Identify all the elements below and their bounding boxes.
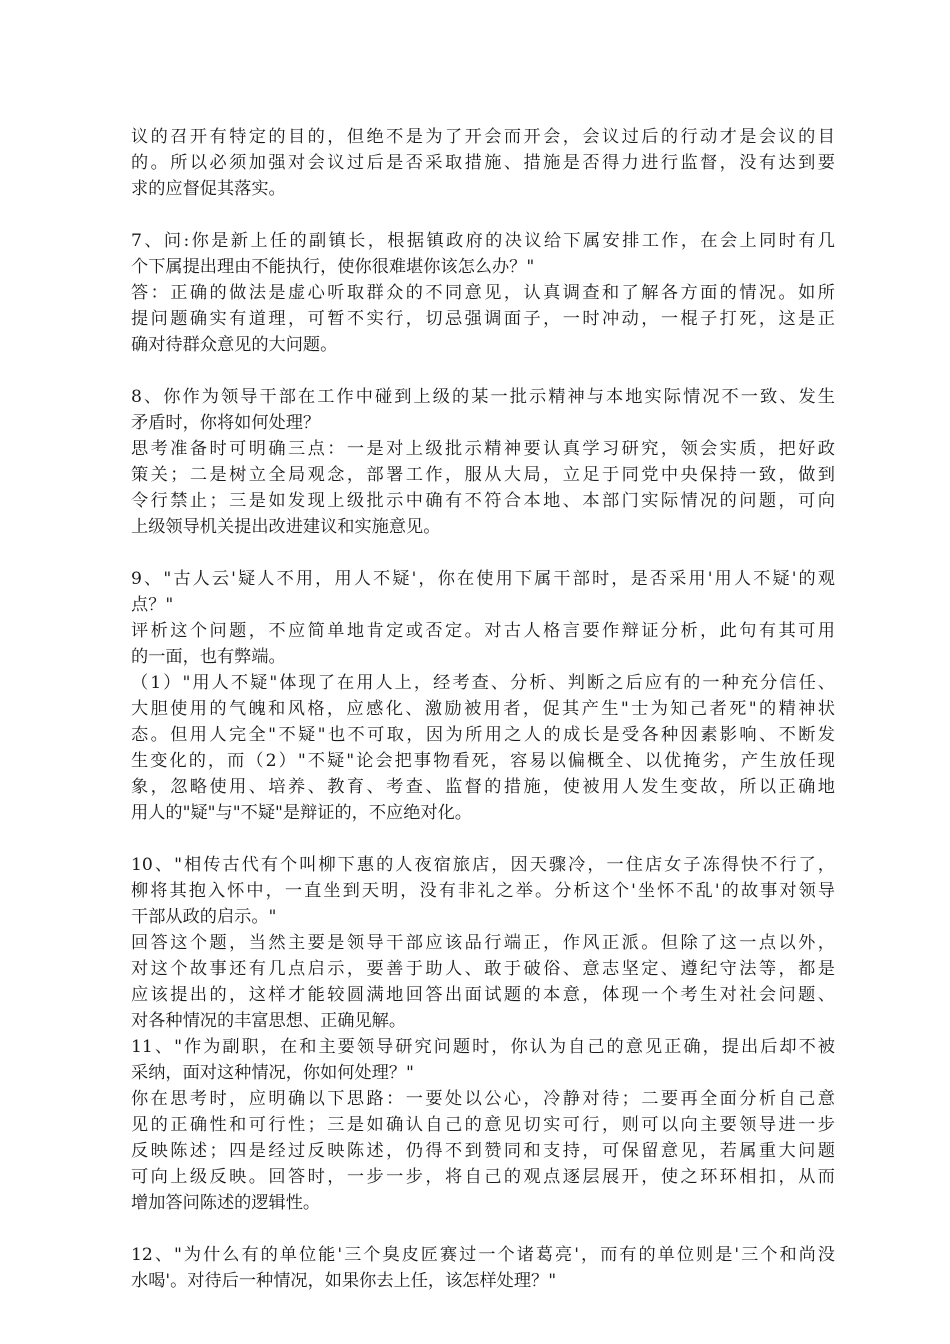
paragraph: [131, 566, 835, 826]
text-line: 可向上级反映。回答时，一步一步，将自己的观点逐层展开，使之环环相扣，从而: [131, 1167, 835, 1187]
text-line: （1）"用人不疑"体现了在用人上，经考查、分析、判断之后应有的一种充分信任、: [131, 673, 835, 693]
text-line: 令行禁止；三是如发现上级批示中确有不符合本地、本部门实际情况的问题，可向: [131, 491, 835, 511]
text-line: 提问题确实有道理，可暂不实行，切忌强调面子，一时冲动，一棍子打死，这是正: [131, 309, 835, 329]
text-line: 回答这个题，当然主要是领导干部应该品行端正，作风正派。但除了这一点以外，: [131, 933, 835, 953]
paragraph: [131, 228, 835, 358]
text-line: 水喝'。对待后一种情况，如果你去上任，该怎样处理？": [131, 1271, 557, 1291]
text-line: 8、你作为领导干部在工作中碰到上级的某一批示精神与本地实际情况不一致、发生: [131, 387, 835, 407]
text-line: 你在思考时，应明确以下思路：一要处以公心，冷静对待；二要再全面分析自己意: [131, 1089, 835, 1109]
text-line: 对各种情况的丰富思想、正确见解。: [131, 1011, 407, 1031]
text-line: 的一面，也有弊端。: [131, 647, 286, 667]
document-page: [131, 124, 835, 1294]
text-line: 采纳，面对这种情况，你如何处理？": [131, 1063, 414, 1083]
text-line: 7、问:你是新上任的副镇长，根据镇政府的决议给下属安排工作，在会上同时有几: [131, 231, 835, 251]
paragraph-spacer: [131, 202, 835, 228]
text-line: 确对待群众意见的大问题。: [131, 335, 338, 355]
text-line: 矛盾时，你将如何处理？: [131, 413, 321, 433]
text-line: 上级领导机关提出改进建议和实施意见。: [131, 517, 441, 537]
paragraph: [131, 384, 835, 540]
text-line: 用人的"疑"与"不疑"是辩证的，不应绝对化。: [131, 803, 472, 823]
text-line: 大胆使用的气魄和风格，应感化、激励被用者，促其产生"士为知己者死"的精神状: [131, 699, 835, 719]
text-line: 议的召开有特定的目的，但绝不是为了开会而开会，会议过后的行动才是会议的目: [131, 127, 835, 147]
text-line: 11、"作为副职，在和主要领导研究问题时，你认为自己的意见正确，提出后却不被: [131, 1037, 835, 1057]
text-line: 求的应督促其落实。: [131, 179, 286, 199]
text-line: 点？": [131, 595, 174, 615]
text-line: 策关；二是树立全局观念，部署工作，服从大局，立足于同党中央保持一致，做到: [131, 465, 835, 485]
text-line: 增加答问陈述的逻辑性。: [131, 1193, 321, 1213]
paragraph: [131, 852, 835, 1216]
text-line: 对这个故事还有几点启示，要善于助人、敢于破俗、意志坚定、遵纪守法等，都是: [131, 959, 835, 979]
text-line: 9、"古人云'疑人不用，用人不疑'，你在使用下属干部时，是否采用'用人不疑'的观: [131, 569, 835, 589]
text-line: 象，忽略使用、培养、教育、考查、监督的措施，使被用人发生变故，所以正确地: [131, 777, 835, 797]
paragraph: [131, 1242, 835, 1294]
text-line: 评析这个问题，不应简单地肯定或否定。对古人格言要作辩证分析，此句有其可用: [131, 621, 835, 641]
text-line: 的。所以必须加强对会议过后是否采取措施、措施是否得力进行监督，没有达到要: [131, 153, 835, 173]
text-line: 态。但用人完全"不疑"也不可取，因为所用之人的成长是受各种因素影响、不断发: [131, 725, 835, 745]
paragraph: [131, 124, 835, 202]
text-line: 干部从政的启示。": [131, 907, 277, 927]
text-line: 个下属提出理由不能执行，使你很难堪你该怎么办？": [131, 257, 535, 277]
text-line: 思考准备时可明确三点：一是对上级批示精神要认真学习研究，领会实质，把好政: [131, 439, 835, 459]
paragraph-spacer: [131, 540, 835, 566]
text-line: 应该提出的，这样才能较圆满地回答出面试题的本意，体现一个考生对社会问题、: [131, 985, 835, 1005]
paragraph-spacer: [131, 358, 835, 384]
text-line: 反映陈述；四是经过反映陈述，仍得不到赞同和支持，可保留意见，若属重大问题: [131, 1141, 835, 1161]
paragraph-spacer: [131, 826, 835, 852]
paragraph-spacer: [131, 1216, 835, 1242]
text-line: 柳将其抱入怀中，一直坐到天明，没有非礼之举。分析这个'坐怀不乱'的故事对领导: [131, 881, 835, 901]
text-line: 答：正确的做法是虚心听取群众的不同意见，认真调查和了解各方面的情况。如所: [131, 283, 835, 303]
text-line: 12、"为什么有的单位能'三个臭皮匠赛过一个诸葛亮'，而有的单位则是'三个和尚没: [131, 1245, 835, 1265]
text-line: 10、"相传古代有个叫柳下惠的人夜宿旅店，因天骤冷，一住店女子冻得快不行了，: [131, 855, 835, 875]
text-line: 生变化的，而（2）"不疑"论会把事物看死，容易以偏概全、以优掩劣，产生放任现: [131, 751, 835, 771]
text-line: 见的正确性和可行性；三是如确认自己的意见切实可行，则可以向主要领导进一步: [131, 1115, 835, 1135]
